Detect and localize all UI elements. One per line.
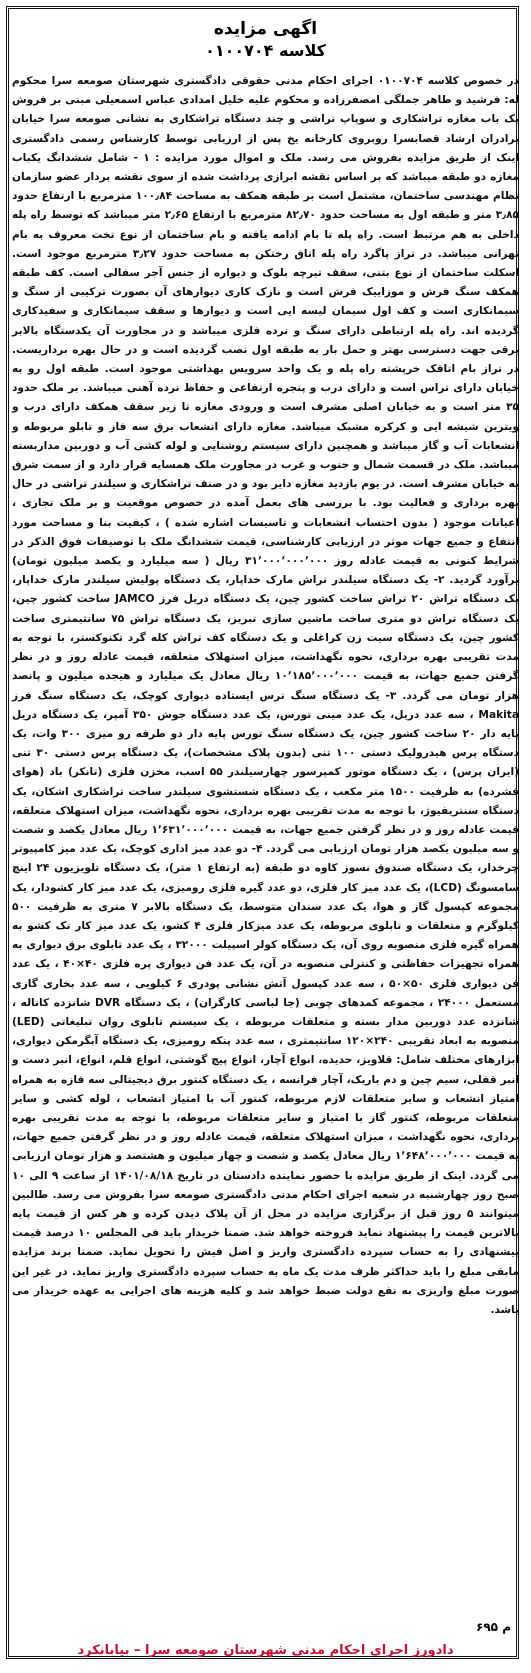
notice-code: م ۶۹۵ [476,1620,511,1634]
case-number: کلاسه ۰۱۰۰۷۰۴ [205,41,326,60]
notice-body: در خصوص کلاسه ۰۱۰۰۷۰۴ اجرای احکام مدنی حقوقی دادگستری شهرستان صومعه سرا محکوم له: فرشید و طاهر جملگی امصفرزاده و محکوم علیه خلیل امدادی عباس اسمعیلی مبنی بر فروش یک باب مغازه تراشکاری و سوپاپ تراشی و چند دستگاه تراشکاری به نشانی صومعه سرا خیابان برادران ارشاد قصابسرا روبروی کارخانه یخ پس از ارزیابی توسط کارشناس رسمی دادگستری اینک از طریق مزایده بفروش می رسد. ملک و اموال مورد مزایده : ۱ - شامل ششدانگ یکباب مغازه دو طبقه میباشد که بر اساس نقشه ابرازی پرداشت شده از سوی نقشه بردار عضو سازمان نظام مهندسی ساختمان، مشتمل است بر طبقه همکف به مساحت ۱۰۰٫۸۴ مترمربع با ارتفاع حدود ۳٫۸۵ متر و طبقه اول به مساحت حدود ۸۲٫۷۰ مترمربع با ارتفاع ۲٫۶۵ متر میباشد که توسط راه پله داخلی به هم مرتبط است. راه پله تا بام ادامه یافته و بام ساختمان از نوع تخت معروف به بام تهرانی میباشد. در تراز پاگرد راه پله اتاق رختکن به مساحت حدود ۳٫۲۷ مترمربع موجود است. اسکلت ساختمان از نوع بتنی، سقف تیرچه بلوک و دیواره از جنس آجر سفالی است. کف طبقه همکف سنگ فرش و موزاییک فرش است و نازک کاری دیوارهای آن بصورت ترکیبی از سنگ و سیمانکاری است و کف اول سیمان لیسه ایی است و دیوارها و سقف سیمانکاری و سفیدکاری گردیده اند. راه پله ارتباطی دارای سنگ و نرده فلزی میباشد و در مجاورت آن یکدستگاه بالابر برقی جهت دسترسی بهتر و حمل بار به طبقه اول نصب گردیده است و در حال بهره برداریست. در تراز بام اتاقک خرپشته راه پله و یک واحد سرویس بهداشتی موجود است. طبقه اول رو به خیابان دارای تراس است و دارای درب و پنجره ارتفاعی و حفاظ نرده آهنی میباشد. بر ملک حدود ۳۵ متر است و به خیابان اصلی مشرف است و ورودی مغازه تا زیر سقف همکف دارای درب و ویترین شیشه ایی و کرکره مشبک میباشد. مغازه دارای انشعاب برق سه فاز و تابلو مربوطه و انشعابات آب و گاز میباشد و همچنین دارای سیستم روشنایی و لوله کشی آب و دوربین مداربسته میباشد. ملک در قسمت شمال و جنوب و غرب در مجاورت ملک همسایه قرار دارد و از سمت شرق به خیابان مشرف است. در یوم بازدید مغازه دایر بود و در صنف تراشکاری و سیلندر تراشی در حال بهره برداری و فعالیت بود. با بررسی های بعمل آمده در خصوص موقعیت و بر ملک تجاری ، اعیانات موجود ( بدون احتساب انشعابات و تاسیسات اشاره شده ) ، کیفیت بنا و مساحت مورد انتفاع و جمیع جهات موثر در ارزیابی کارشناسی، قیمت ششدانگ ملک با توصیفات فوق الذکر در شرایط کنونی به قیمت عادله روز ۳۱٬۰۰۰٬۰۰۰٬۰۰۰ ریال ( سه میلیارد و یکصد میلیون تومان) برآورد گردید. ۲- یک دستگاه سیلندر تراش مارک خداپار، یک دستگاه پولیش سیلندر مارک خداپار، یک دستگاه تراش ۲۰ تراش ساخت کشور چین، یک دستگاه دریل فرز JAMCO ساخت کشور چین، یک دستگاه تراش دو متری ساخت ماشین سازی تبریز، یک دستگاه تراش ۷۵ سانتیمتری ساخت کشور چین، یک دستگاه سیت زن کراغلی و یک دستگاه کف تراش کله گرد تکنوکستر، با توجه به مدت تقریبی بهره برداری، نحوه نگهداشت، میزان استهلاک متعلقه، قیمت عادله روز و در نظر گرفتن جمیع جهات، به قیمت ۱۰٬۱۸۵٬۰۰۰٬۰۰۰ ریال معادل یک میلیارد و هیجده میلیون و پانصد هزار تومان می گردد. ۳- یک دستگاه سنگ ترس ایستاده دیواری کوچک، یک دستگاه سنگ فرز Makita ، سه عدد دریل، یک عدد مینی تورس، یک عدد دستگاه جوش ۳۵۰ آمپر، یک دستگاه دریل پایه دار ۲۰ ساخت کشور چین، یک دستگاه سنگ تورس پایه دار دو طرفه رو میزی ۳۰۰ وات، یک دستگاه پرس هیدرولیک دستی ۱۰۰ تنی (بدون پلاک مشخصات)، یک دستگاه پرس دستی ۳۰ تنی (ایران پرس) ، یک دستگاه موتور کمپرسور چهارسیلندر ۵۵ اسب، مخزن فلزی (تانکر) باد (هوای فشرده) به ظرفیت ۱۵۰۰ متر مکعب ، یک دستگاه شستشوی سیلندر ساخت تراشکاری اشکان، یک دستگاه سنتریفیوژ، با توجه به مدت تقریبی بهره برداری، نحوه نگهداشت، میزان استهلاک متعلقه، قیمت عادله روز و در نظر گرفتن جمیع جهات، به قیمت ۱٬۶۳۱٬۰۰۰٬۰۰۰ ریال معادل یکصد و شصت و سه میلیون یکصد هزار تومان ارزیابی می گردد. ۴- دو عدد میز اداری کوچک، یک عدد میز کامپیوتر چرخدار، یک دستگاه صندوق نسوز کاوه دو طبقه (به ارتفاع ۱ متر)، یک دستگاه تلویزیون ۲۴ اینچ سامسونگ (LCD)، یک عدد میز کار فلزی، دو عدد گیره فلزی رومیزی، یک عدد میز کار کشودار، یک مجموعه کپسول گاز و هوا، یک عدد سندان متوسط، یک دستگاه بالابر ۷ متری به ظرفیت ۵۰۰ کیلوگرم و متعلقات و تابلوی مربوطه، یک عدد میزکار فلزی ۴ کشو، یک عدد میز کار تک کشو به همراه گیره فلزی منصوبه روی آن، یک دستگاه کولر اسپیلت ۳۲۰۰۰ ، یک عدد تابلوی برق دیواری به همراه تجهیزات حفاظتی و کنترلی منصوبه در آن، یک عدد فن دیواری پره فلزی ۴۰×۴۰ ، یک عدد فن دیواری فلزی ۵۰×۵۰ ، سه عدد کپسول آتش نشانی پودری ۶ کیلویی ، سه عدد بخاری گازی مستعمل ۲۴۰۰۰ ، مجموعه کمدهای چوبی (جا لباسی کارگران) ، یک دستگاه DVR شانزده کاناله ، شانزده عدد دوربین مدار بسته و متعلقات مربوطه ، یک سیستم تابلوی روان تبلیغاتی (LED) منصوبه به ابعاد تقریبی ۲۴۰×۱۲۰ سانتیمتری ، سه عدد پنکه رومیزی، یک دستگاه آبگرمکن دیواری، ابزارهای مختلف شامل: قلاویز، حدیده، انواع آچار، انواع پیچ گوشتی، انواع قلم، انواع، انبر دست و انبر قفلی، سیم چین و دم باریک، آچار فرانسه ، یک دستگاه کنتور برق دیجیتالی سه فازه به همراه امتیاز انشعاب و سایر متعلقات لازم مربوطه، کنتور آب با امتیاز انشعاب ، لوله کشی و سایر متعلقات مربوطه، کنتور گاز با امتیاز و سایر متعلقات مربوطه، با توجه به مدت تقریبی بهره برداری، نحوه نگهداشت ، میزان استهلاک متعلقه، قیمت عادله روز و در نظر گرفتن جمیع جهات، به قیمت ۱٬۶۴۸٬۰۰۰٬۰۰۰ ریال معادل یکصد و شصت و چهار میلیون و هشتصد و هزار تومان ارزیابی می گردد. اینک از طریق مزایده با حضور نماینده دادستان در تاریخ ۱۴۰۱/۰۸/۱۸ از ساعت ۹ الی ۱۰ صبح روز چهارشنبه در شعبه اجرای احکام مدنی دادگستری صومعه سرا بفروش می رسد. طالبین میتوانند ۵ روز قبل از برگزاری مزایده در محل از آن پلاک دیدن کرده و هر کس از قیمت پایه بالاترین قیمت را پیشنهاد نماید فروخته خواهد شد. ضمنا خریدار باید فی المجلس ۱۰ درصد قیمت پیشنهادی را به حساب سپرده دادگستری واریز و اصل فیش را تحویل نماید. ضمنا برند مزایده مابقی مبلغ را باید حداکثر ظرف مدت یک ماه به حساب سپرده دادگستری واریز نماید. در غیر این صورت مبلغ واریزی به نفع دولت ضبط خواهد شد و کلیه هزینه های اجرایی به عهده خریدار می باشد. [12,75,520,1316]
notice-signature: دادورز اجرای احکام مدنی شهرستان صومعه سرا – بیابانکرد [77,1643,454,1658]
notice-title: اگهی مزایده [213,19,318,39]
notice-header [10,18,521,61]
